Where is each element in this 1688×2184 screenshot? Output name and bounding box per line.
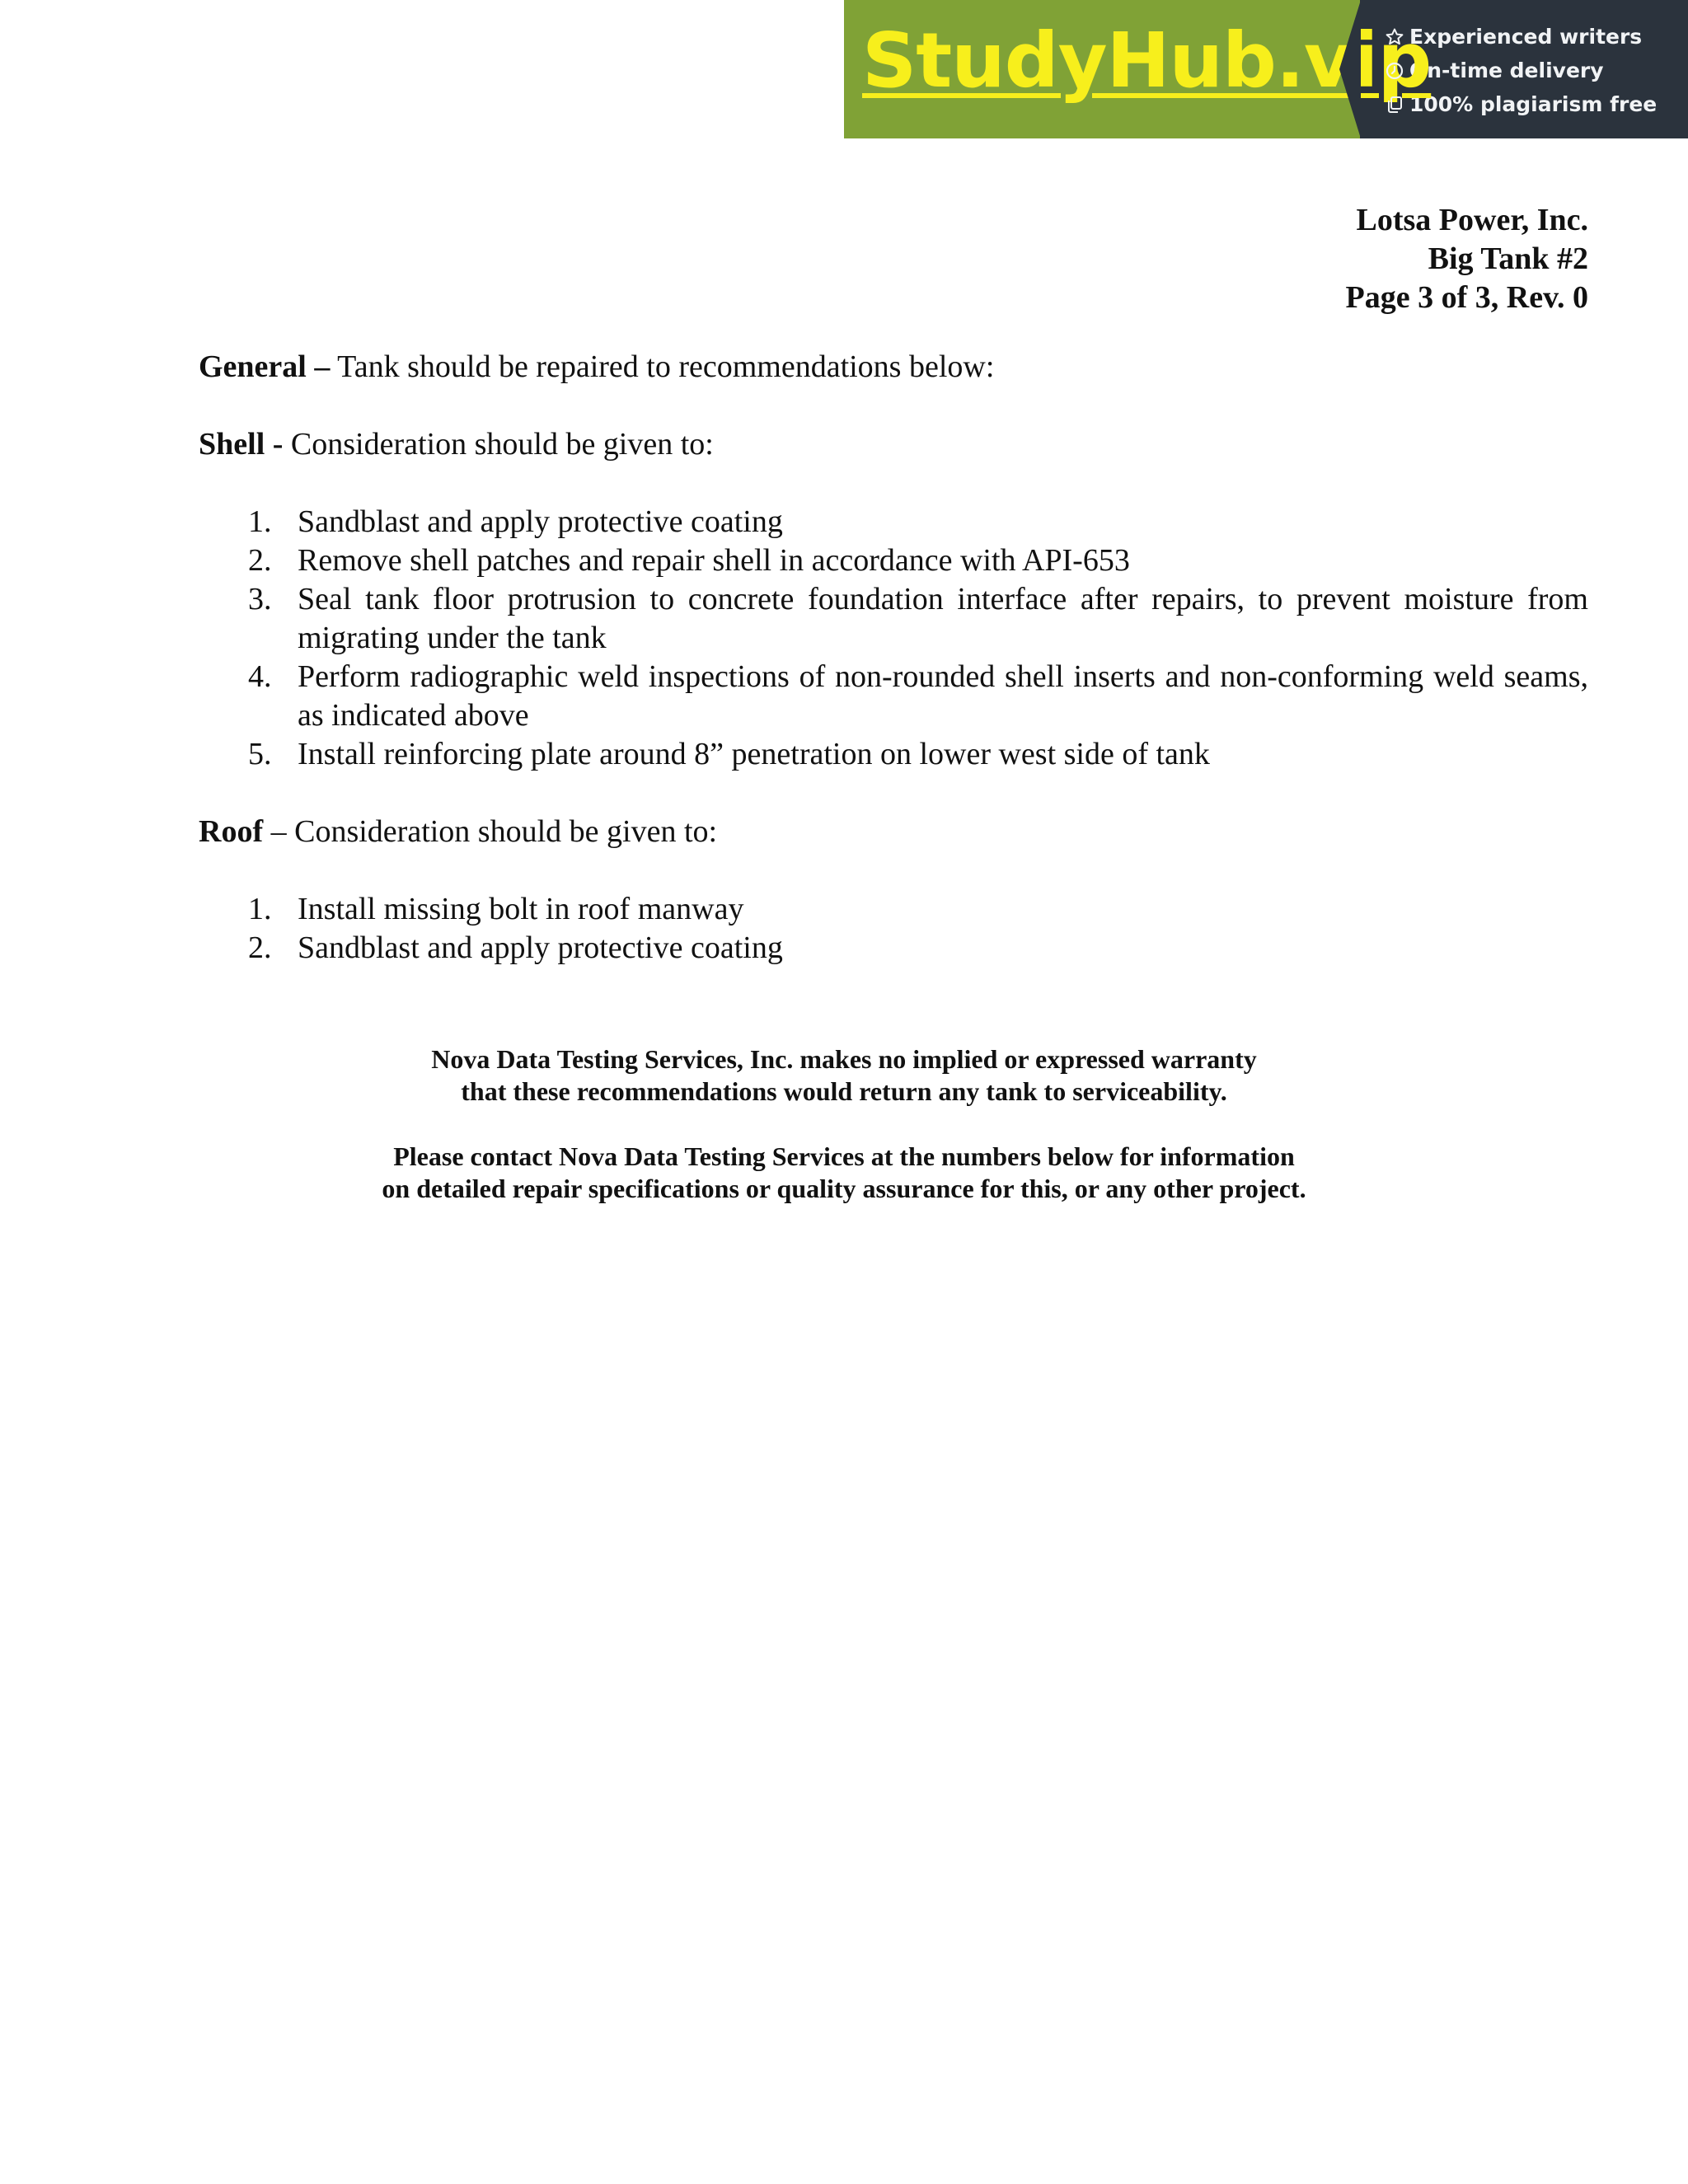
item-text: Install missing bolt in roof manway [298,892,744,926]
roof-list [199,890,1588,968]
banner-divider [1339,0,1361,138]
brand-panel [844,0,1432,138]
item-number: 2. [248,930,272,965]
list-item [199,658,1588,735]
shell-text: Consideration should be given to: [283,427,714,462]
studyhub-banner[interactable] [844,0,1688,138]
item-text: Perform radiographic weld inspections of non-rounded shell inserts and non-conforming weld seams, as indicated above [298,659,1588,733]
general-section [199,348,1588,387]
copy-icon [1385,95,1404,115]
shell-list [199,503,1588,774]
list-item [199,929,1588,968]
general-text: Tank should be repaired to recommendations below: [330,349,995,384]
list-item [199,503,1588,541]
feature-label: On-time delivery [1409,59,1604,82]
disclaimer-line: that these recommendations would return any tank to serviceability. [461,1076,1227,1106]
item-number: 1. [248,892,272,926]
company-name: Lotsa Power, Inc. [1356,203,1588,237]
item-number: 4. [248,659,272,694]
roof-heading [199,813,1588,851]
contact-note [0,1141,1688,1205]
warranty-disclaimer [0,1043,1688,1108]
clock-icon [1385,61,1404,81]
star-icon [1385,27,1404,47]
list-item [199,580,1588,658]
list-item [199,735,1588,774]
brand-logo-text: StudyHub.vip [862,16,1432,105]
roof-text: – Consideration should be given to: [263,814,718,849]
item-text: Remove shell patches and repair shell in accordance with API-653 [298,543,1130,578]
roof-label: Roof [199,814,264,849]
item-text: Sandblast and apply protective coating [298,504,783,539]
tank-name: Big Tank #2 [1428,241,1588,276]
contact-line: on detailed repair specifications or quality assurance for this, or any other project. [382,1174,1306,1203]
list-item [199,541,1588,580]
shell-heading [199,425,1588,464]
recommendations-body [199,348,1588,968]
shell-label: Shell - [199,427,284,462]
item-number: 5. [248,737,272,771]
disclaimer-line: Nova Data Testing Services, Inc. makes no implied or expressed warranty [431,1044,1257,1074]
contact-line: Please contact Nova Data Testing Services at the numbers below for information [393,1141,1295,1171]
item-text: Seal tank floor protrusion to concrete foundation interface after repairs, to prevent moisture from migrating under the tank [298,582,1588,655]
page-number: Page 3 of 3, Rev. 0 [1345,280,1588,315]
feature-label: Experienced writers [1409,25,1643,49]
item-text: Install reinforcing plate around 8” penetration on lower west side of tank [298,737,1210,771]
item-text: Sandblast and apply protective coating [298,930,783,965]
list-item [199,890,1588,929]
feature-label: 100% plagiarism free [1409,92,1658,116]
item-number: 1. [248,504,272,539]
item-number: 2. [248,543,272,578]
item-number: 3. [248,582,272,616]
document-header [1346,201,1588,317]
general-label: General – [199,349,331,384]
